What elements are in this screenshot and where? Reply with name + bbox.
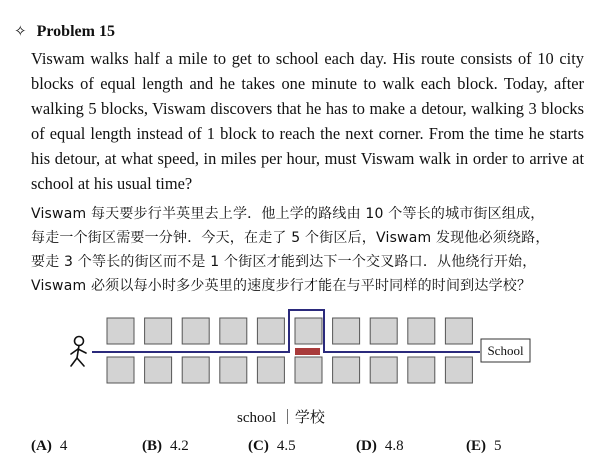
choice-value: 4 — [59, 438, 68, 454]
choice-label: (C) — [248, 438, 269, 454]
choice-e[interactable] — [466, 438, 502, 455]
choice-b[interactable] — [142, 438, 189, 455]
city-block — [220, 318, 247, 344]
city-block — [445, 357, 472, 383]
city-block — [145, 357, 172, 383]
city-block — [295, 318, 322, 344]
problem-title: Problem 15 — [36, 22, 115, 40]
problem-text-chinese — [31, 202, 584, 298]
city-block — [445, 318, 472, 344]
choice-value: 4.8 — [384, 438, 404, 454]
city-block — [295, 357, 322, 383]
chinese-line: 每走一个街区需要一分钟．今天，在走了 5 个街区后，Viswam 发现他必须绕路， — [31, 230, 550, 246]
choice-label: (E) — [466, 438, 486, 454]
diamond-icon: ✧ — [14, 24, 27, 40]
city-block — [107, 357, 134, 383]
city-block — [333, 318, 360, 344]
school-label: School — [487, 343, 524, 358]
city-block — [220, 357, 247, 383]
route-diagram — [0, 300, 601, 412]
problem-header — [14, 22, 115, 41]
city-block — [333, 357, 360, 383]
choice-c[interactable] — [248, 438, 296, 455]
answer-choices — [31, 438, 591, 458]
problem-text-english: Viswam walks half a mile to get to school each day. His route consists of 10 city blocks of equal length and he takes one minute to walk each block. Today, after walking 5 blocks, Viswam discovers that he has to make a detour, walking 3 blocks of equal length instead of 1 block to reach the next corner. From the time he starts his detour, at what speed, in miles per hour, must Viswam walk in order to arrive at school at his usual time? — [31, 49, 584, 193]
choice-value: 5 — [494, 438, 502, 454]
choice-value: 4.5 — [276, 438, 296, 454]
city-block — [408, 357, 435, 383]
choice-a[interactable] — [31, 438, 67, 455]
city-block — [182, 357, 209, 383]
city-block — [370, 357, 397, 383]
chinese-line: 要走 3 个等长的街区而不是 1 个街区才能到达下一个交叉路口．从他绕行开始， — [31, 254, 537, 270]
choice-label: (B) — [142, 438, 162, 454]
blocked-segment — [295, 348, 320, 355]
chinese-line: Viswam 每天要步行半英里去上学．他上学的路线由 10 个等长的城市街区组成， — [31, 206, 545, 222]
figure-caption: school ｜学校 — [237, 410, 325, 426]
city-block — [107, 318, 134, 344]
city-block — [182, 318, 209, 344]
city-block — [145, 318, 172, 344]
city-block — [257, 318, 284, 344]
chinese-line: Viswam 必须以每小时多少英里的速度步行才能在与平时同样的时间到达学校？ — [31, 278, 532, 294]
city-block — [408, 318, 435, 344]
choice-label: (D) — [356, 438, 377, 454]
city-block — [370, 318, 397, 344]
city-block — [257, 357, 284, 383]
choice-value: 4.2 — [170, 438, 189, 454]
walker-icon — [71, 337, 86, 367]
choice-d[interactable] — [356, 438, 404, 455]
choice-label: (A) — [31, 438, 52, 454]
